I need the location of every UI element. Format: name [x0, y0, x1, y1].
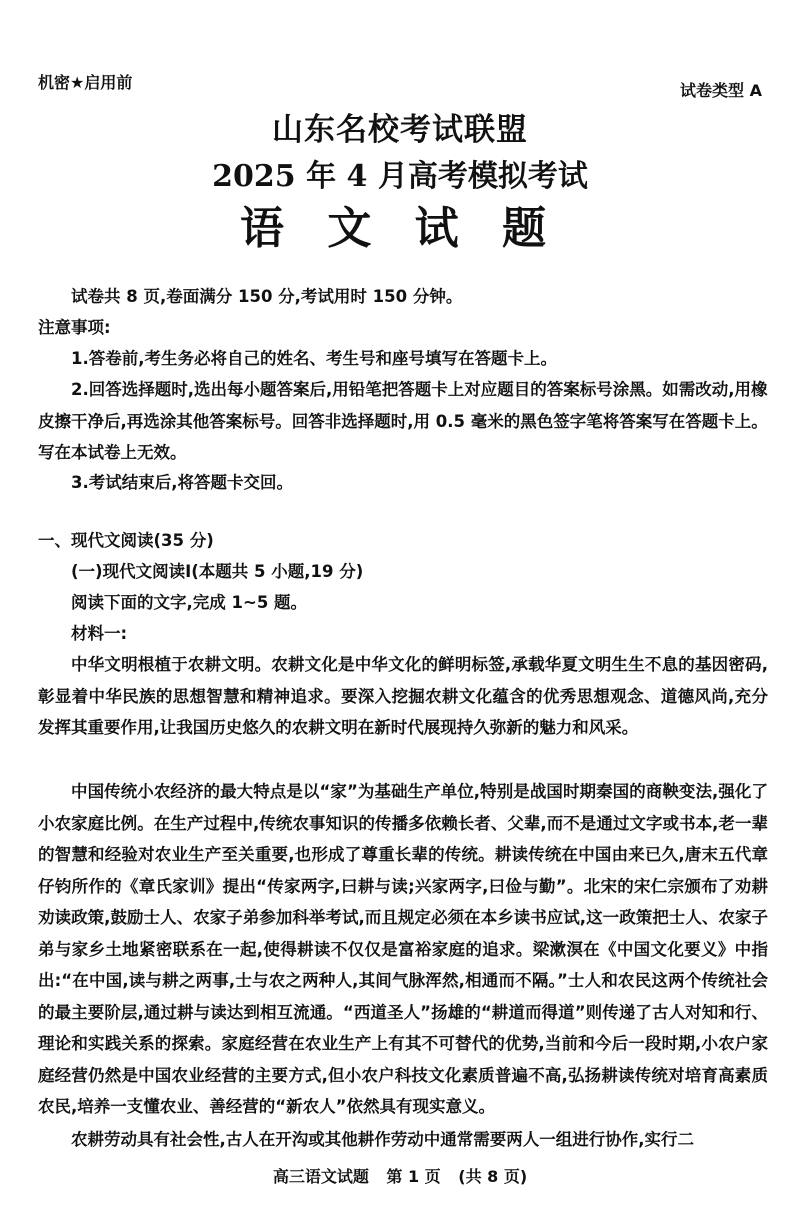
confidential-label: 机密★启用前 [38, 73, 133, 92]
footer-paper-name: 高三语文试题 [272, 1167, 369, 1186]
sub-section-heading: (一)现代文阅读Ⅰ(本题共 5 小题,19 分) [71, 562, 364, 581]
subject-title: 语 文 试 题 [240, 203, 560, 254]
page-footer [0, 1164, 800, 1187]
notice-item-3: 3.考试结束后,将答题卡交回。 [71, 473, 294, 492]
notice-heading: 注意事项: [38, 318, 111, 337]
paragraph-2: 中国传统小农经济的最大特点是以“家”为基础生产单位,特别是战国时期秦国的商鞅变法,强化了小农家庭比例。在生产过程中,传统农事知识的传播多依赖长者、父辈,而不是通过文字或书本,老一辈的智慧和经验对农业生产至关重要,也形成了尊重长辈的传统。耕读传统在中国由来已久,唐末五代章仔钧所作的《章氏家训》提出“传家两字,曰耕与读;兴家两字,曰俭与勤”。北宋的宋仁宗颁布了劝耕劝读政策,鼓励士人、农家子弟参加科举考试,而且规定必须在本乡读书应试,这一政策把士人、农家子弟与家乡土地紧密联系在一起,使得耕读不仅仅是富裕家庭的追求。梁漱溟在《中国文化要义》中指出:“在中国,读与耕之两事,士与农之两种人,其间气脉浑然,相通而不隔。”士人和农民这两个传统社会的最主要阶层,通过耕与读达到相互流通。“西道圣人”扬雄的“耕道而得道”则传递了古人对知和行、理论和实践关系的探索。家庭经营在农业生产上有其不可替代的优势,当前和今后一段时期,小农户家庭经营仍然是中国农业经营的主要方式,但小农户科技文化素质普遍不高,弘扬耕读传统对培育高素质农民,培养一支懂农业、善经营的“新农人”依然具有现实意义。 [38, 782, 768, 1116]
notice-item-2: 2.回答选择题时,选出每小题答案后,用铅笔把答题卡上对应题目的答案标号涂黑。如需改动,用橡皮擦干净后,再选涂其他答案标号。回答非选择题时,用 0.5 毫米的黑色签字笔将答案写在答题卡上。写在本试卷上无效。 [38, 380, 768, 462]
exam-title: 2025 年 4 月高考模拟考试 [212, 159, 588, 194]
paper-type-label: 试卷类型 A [680, 81, 762, 100]
footer-page-number: 第 1 页 [386, 1167, 441, 1186]
exam-intro: 试卷共 8 页,卷面满分 150 分,考试用时 150 分钟。 [71, 287, 463, 306]
paragraph-3: 农耕劳动具有社会性,古人在开沟或其他耕作劳动中通常需要两人一组进行协作,实行二 [71, 1130, 695, 1149]
alliance-title: 山东名校考试联盟 [272, 112, 528, 148]
notice-item-1: 1.答卷前,考生务必将自己的姓名、考生号和座号填写在答题卡上。 [71, 349, 558, 368]
reading-instruction: 阅读下面的文字,完成 1~5 题。 [71, 593, 308, 612]
footer-page-total: (共 8 页) [458, 1167, 528, 1186]
section-heading: 一、现代文阅读(35 分) [38, 531, 214, 550]
paragraph-1: 中华文明根植于农耕文明。农耕文化是中华文化的鲜明标签,承载华夏文明生生不息的基因密码,彰显着中华民族的思想智慧和精神追求。要深入挖掘农耕文化蕴含的优秀思想观念、道德风尚,充分发挥其重要作用,让我国历史悠久的农耕文明在新时代展现持久弥新的魅力和风采。 [38, 655, 768, 737]
material-label: 材料一: [71, 624, 128, 643]
